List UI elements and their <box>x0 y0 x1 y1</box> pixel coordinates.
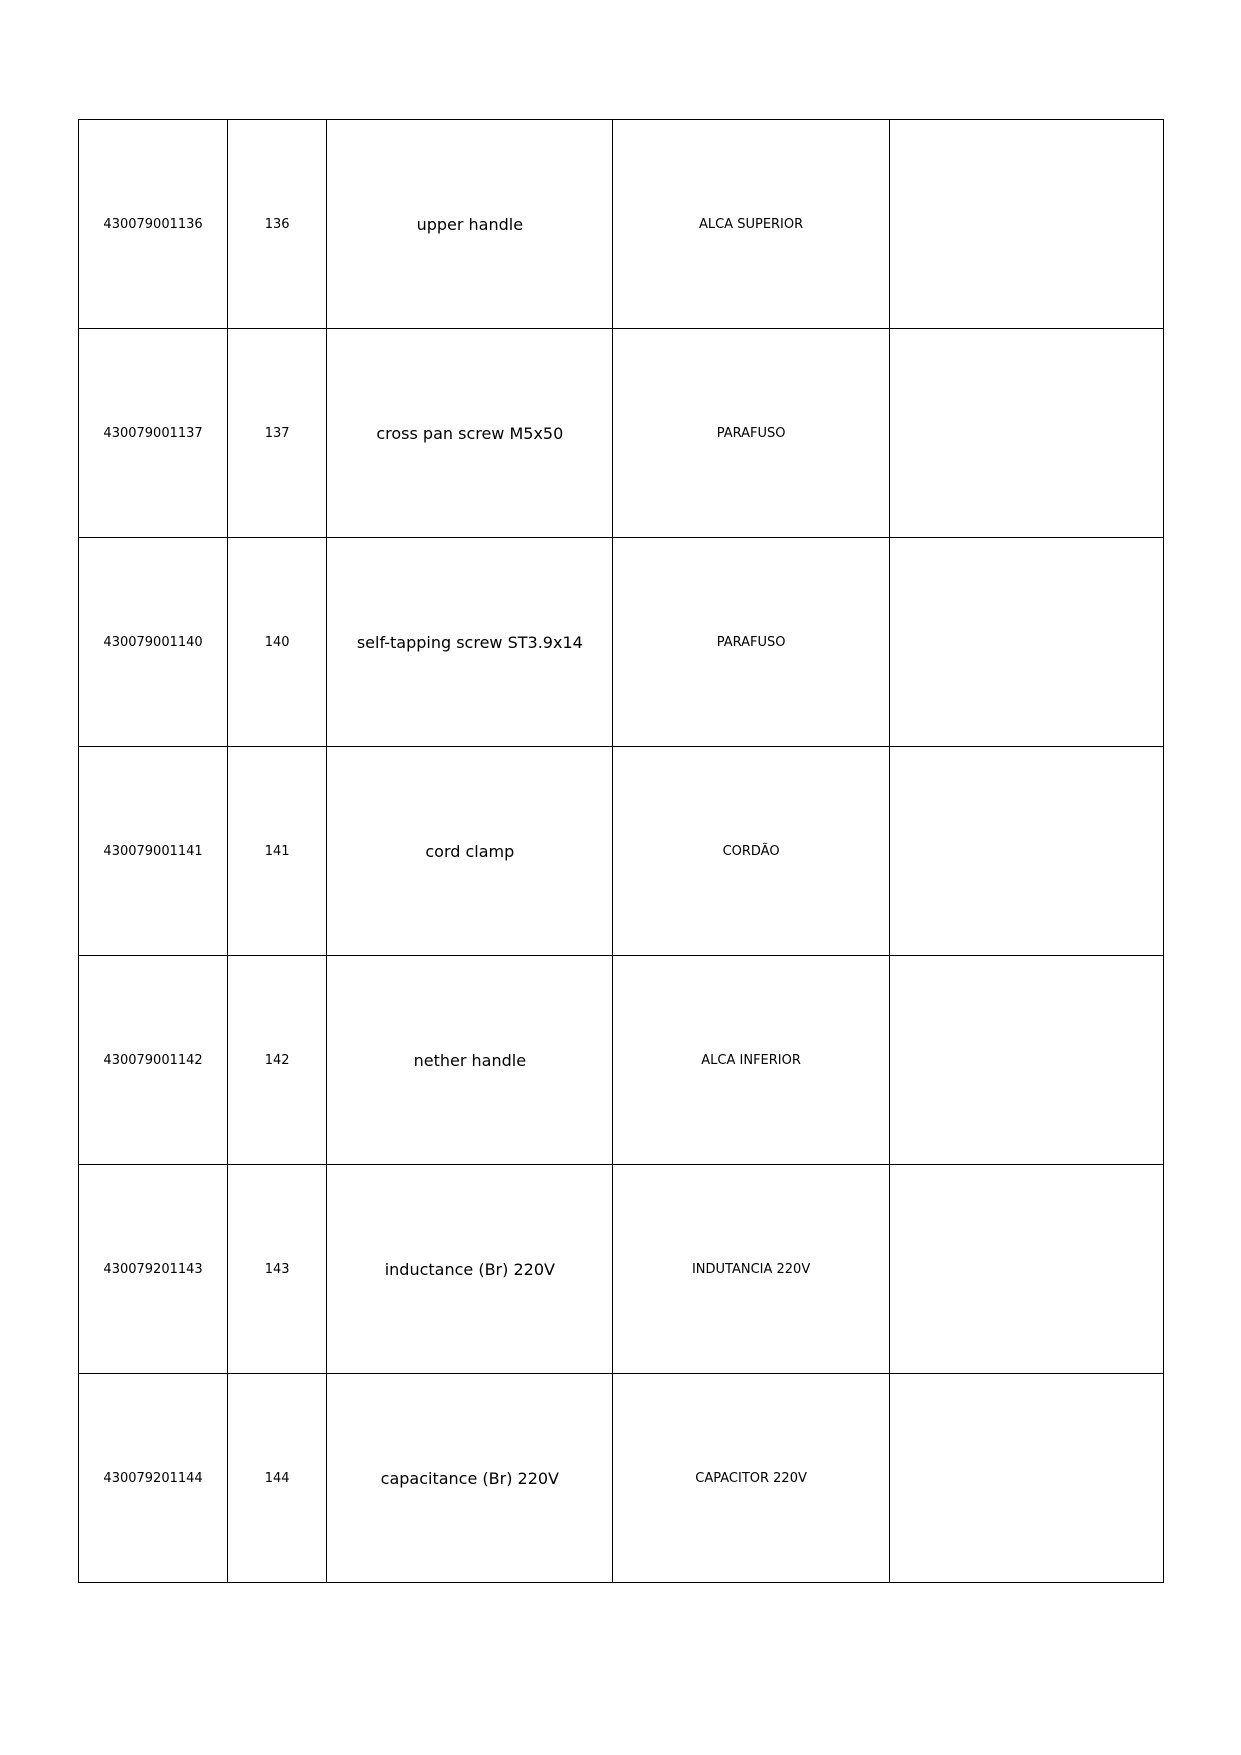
table-row <box>79 747 1164 956</box>
position-number-cell: 143 <box>228 1165 327 1374</box>
empty-cell <box>889 956 1163 1165</box>
part-code-cell: 430079001136 <box>79 120 228 329</box>
empty-cell <box>889 538 1163 747</box>
parts-table <box>78 119 1164 1583</box>
part-code-cell: 430079001137 <box>79 329 228 538</box>
position-number-cell: 144 <box>228 1374 327 1583</box>
english-description-cell: self-tapping screw ST3.9x14 <box>327 538 613 747</box>
position-number-cell: 140 <box>228 538 327 747</box>
part-code-cell: 430079201144 <box>79 1374 228 1583</box>
table-row <box>79 538 1164 747</box>
part-code-cell: 430079201143 <box>79 1165 228 1374</box>
part-code-cell: 430079001140 <box>79 538 228 747</box>
position-number-cell: 137 <box>228 329 327 538</box>
position-number-cell: 136 <box>228 120 327 329</box>
portuguese-description-cell: CAPACITOR 220V <box>613 1374 889 1583</box>
portuguese-description-cell: CORDÃO <box>613 747 889 956</box>
portuguese-description-cell: ALCA INFERIOR <box>613 956 889 1165</box>
portuguese-description-cell: PARAFUSO <box>613 538 889 747</box>
part-code-cell: 430079001141 <box>79 747 228 956</box>
portuguese-description-cell: INDUTANCIA 220V <box>613 1165 889 1374</box>
empty-cell <box>889 1374 1163 1583</box>
empty-cell <box>889 1165 1163 1374</box>
english-description-cell: cross pan screw M5x50 <box>327 329 613 538</box>
empty-cell <box>889 120 1163 329</box>
english-description-cell: inductance (Br) 220V <box>327 1165 613 1374</box>
table-row <box>79 1165 1164 1374</box>
position-number-cell: 141 <box>228 747 327 956</box>
english-description-cell: capacitance (Br) 220V <box>327 1374 613 1583</box>
english-description-cell: nether handle <box>327 956 613 1165</box>
table-row <box>79 956 1164 1165</box>
empty-cell <box>889 329 1163 538</box>
position-number-cell: 142 <box>228 956 327 1165</box>
part-code-cell: 430079001142 <box>79 956 228 1165</box>
empty-cell <box>889 747 1163 956</box>
table-row <box>79 1374 1164 1583</box>
english-description-cell: upper handle <box>327 120 613 329</box>
table-row <box>79 120 1164 329</box>
table-row <box>79 329 1164 538</box>
english-description-cell: cord clamp <box>327 747 613 956</box>
portuguese-description-cell: PARAFUSO <box>613 329 889 538</box>
portuguese-description-cell: ALCA SUPERIOR <box>613 120 889 329</box>
